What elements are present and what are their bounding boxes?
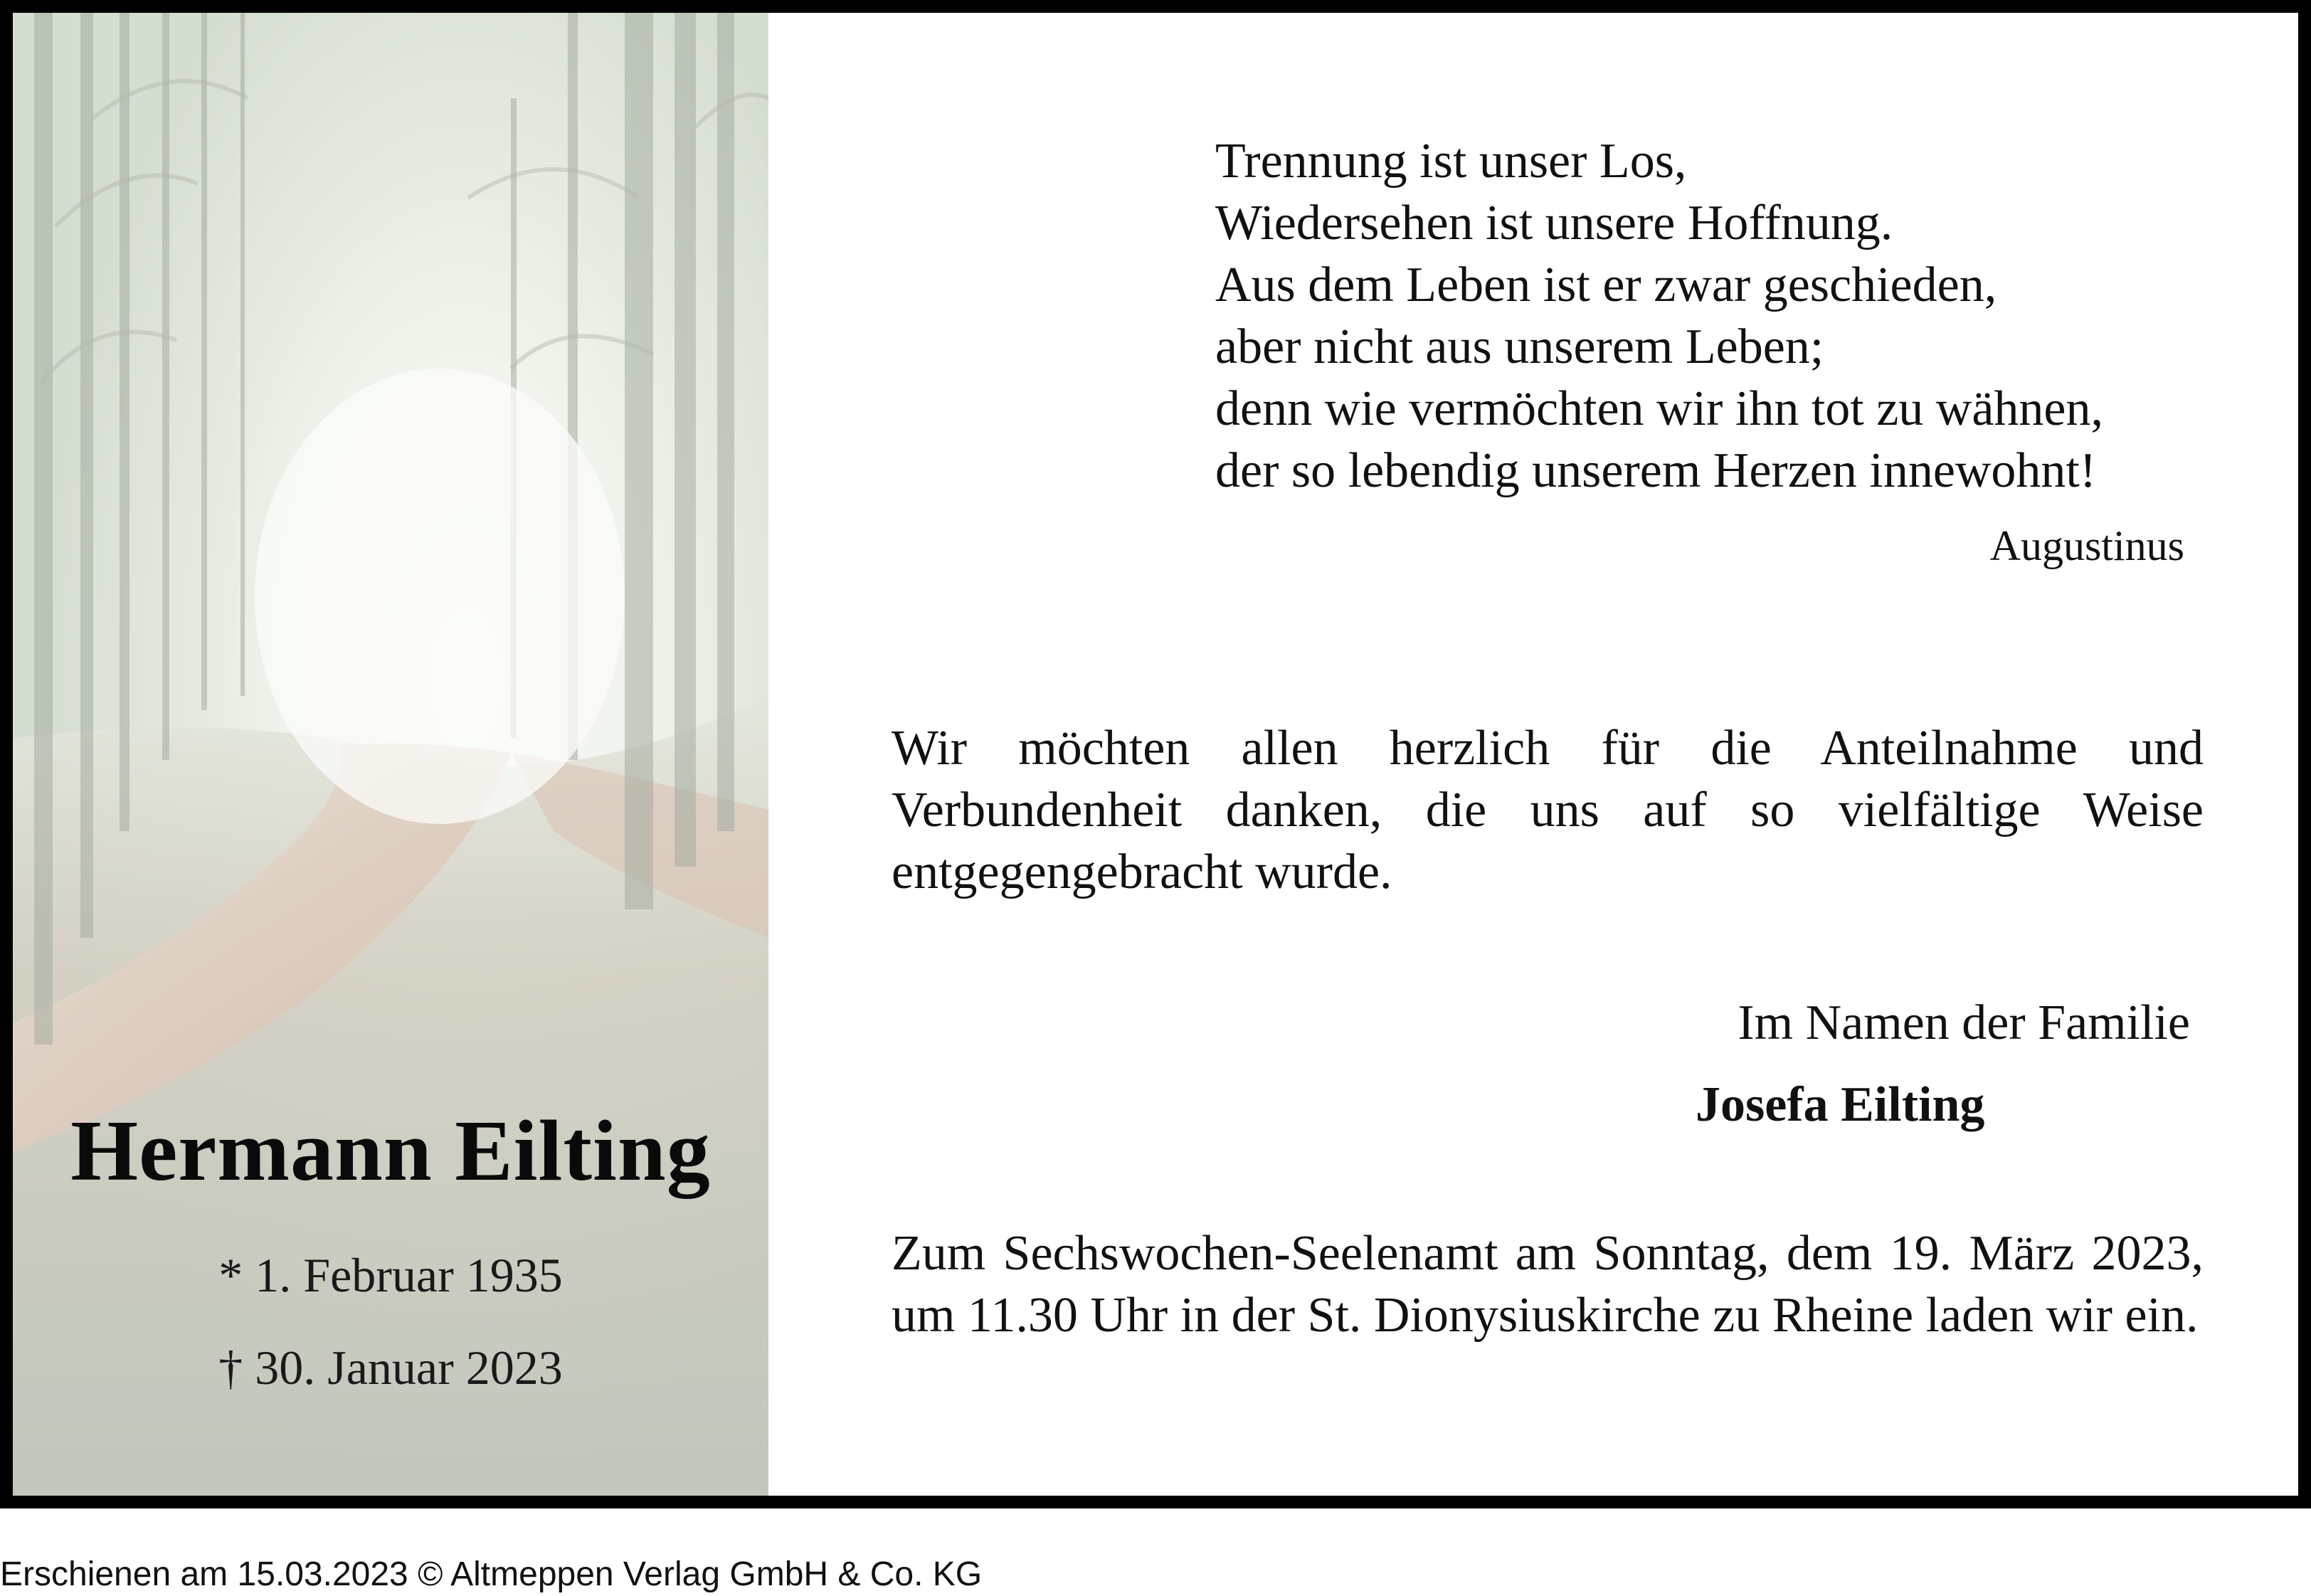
mass-invitation: Zum Sechswochen-Seelenamt am Sonntag, dem 19. März 2023, um 11.30 Uhr in der St. Dionysiuskirche zu Rheine laden wir ein.	[892, 1226, 2204, 1343]
deceased-name: Hermann Eilting	[70, 1103, 711, 1199]
family-signature-name: Josefa Eilting	[1696, 1077, 1985, 1132]
poem-line: aber nicht aus unserem Leben;	[1215, 319, 1824, 374]
poem-line: der so lebendig unserem Herzen innewohnt!	[1215, 443, 2097, 498]
birth-date: * 1. Februar 1935	[218, 1248, 563, 1302]
poem-line: Aus dem Leben ist er zwar geschieden,	[1215, 258, 1997, 312]
poem	[1215, 130, 2103, 502]
poem-line: Wiedersehen ist unsere Hoffnung.	[1215, 196, 1893, 250]
death-date: † 30. Januar 2023	[218, 1341, 563, 1395]
family-intro: Im Namen der Familie	[1738, 995, 2190, 1050]
poem-author: Augustinus	[1989, 522, 2184, 569]
forest-path-photo-panel	[13, 13, 768, 1496]
thanks-paragraph: Wir möchten allen herzlich für die Anteilnahme und Verbundenheit danken, die uns auf so vielfältige Weise entgegengebracht wurde.	[892, 721, 2204, 899]
poem-line: Trennung ist unser Los,	[1215, 134, 1687, 189]
poem-line: denn wie vermöchten wir ihn tot zu wähnen,	[1215, 381, 2103, 436]
publication-footer: Erschienen am 15.03.2023 © Altmeppen Verlag GmbH & Co. KG	[0, 1555, 983, 1593]
